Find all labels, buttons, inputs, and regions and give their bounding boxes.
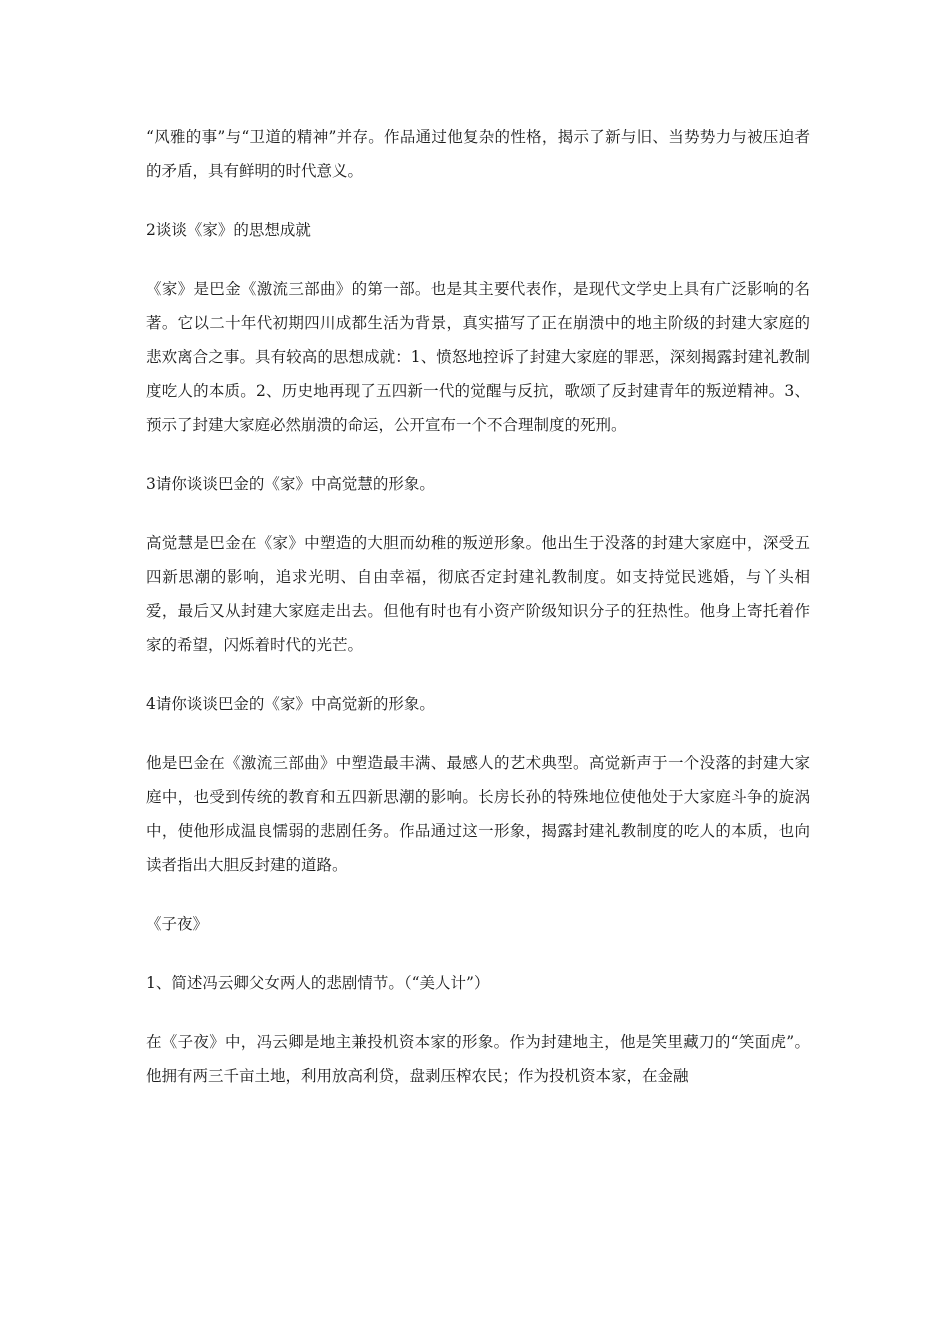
paragraph-answer-4: 他是巴金在《激流三部曲》中塑造最丰满、最感人的艺术典型。高觉新声于一个没落的封建大家庭中，也受到传统的教育和五四新思潮的影响。长房长孙的特殊地位使他处于大家庭斗争的旋涡中，使他形成温良懦弱的悲剧任务。作品通过这一形象，揭露封建礼教制度的吃人的本质，也向读者指出大胆反封建的道路。 [146,754,810,874]
question-heading-3: 3请你谈谈巴金的《家》中高觉慧的形象。 [146,475,435,493]
paragraph-answer-3: 高觉慧是巴金在《家》中塑造的大胆而幼稚的叛逆形象。他出生于没落的封建大家庭中，深受五四新思潮的影响，追求光明、自由幸福，彻底否定封建礼教制度。如支持觉民逃婚，与丫头相爱，最后又从封建大家庭走出去。但他有时也有小资产阶级知识分子的狂热性。他身上寄托着作家的希望，闪烁着时代的光芒。 [146,534,810,654]
document-body [146,120,810,1118]
question-heading-4: 4请你谈谈巴金的《家》中高觉新的形象。 [146,695,435,713]
paragraph-answer-ziye-1: 在《子夜》中，冯云卿是地主兼投机资本家的形象。作为封建地主，他是笑里藏刀的“笑面虎”。他拥有两三千亩土地，利用放高利贷，盘剥压榨农民；作为投机资本家，在金融 [146,1033,810,1085]
question-heading-ziye-1: 1、简述冯云卿父女两人的悲剧情节。（“美人计”） [146,974,490,992]
section-title-ziye: 《子夜》 [146,915,209,933]
question-heading-2: 2谈谈《家》的思想成就 [146,221,311,239]
paragraph-answer-2: 《家》是巴金《激流三部曲》的第一部。也是其主要代表作，是现代文学史上具有广泛影响的名著。它以二十年代初期四川成都生活为背景，真实描写了正在崩溃中的地主阶级的封建大家庭的悲欢离合之事。具有较高的思想成就：1、愤怒地控诉了封建大家庭的罪恶，深刻揭露封建礼教制度吃人的本质。2、历史地再现了五四新一代的觉醒与反抗，歌颂了反封建青年的叛逆精神。3、预示了封建大家庭必然崩溃的命运，公开宣布一个不合理制度的死刑。 [146,280,810,434]
paragraph-intro: “风雅的事”与“卫道的精神”并存。作品通过他复杂的性格，揭示了新与旧、当势势力与被压迫者的矛盾，具有鲜明的时代意义。 [146,128,810,180]
